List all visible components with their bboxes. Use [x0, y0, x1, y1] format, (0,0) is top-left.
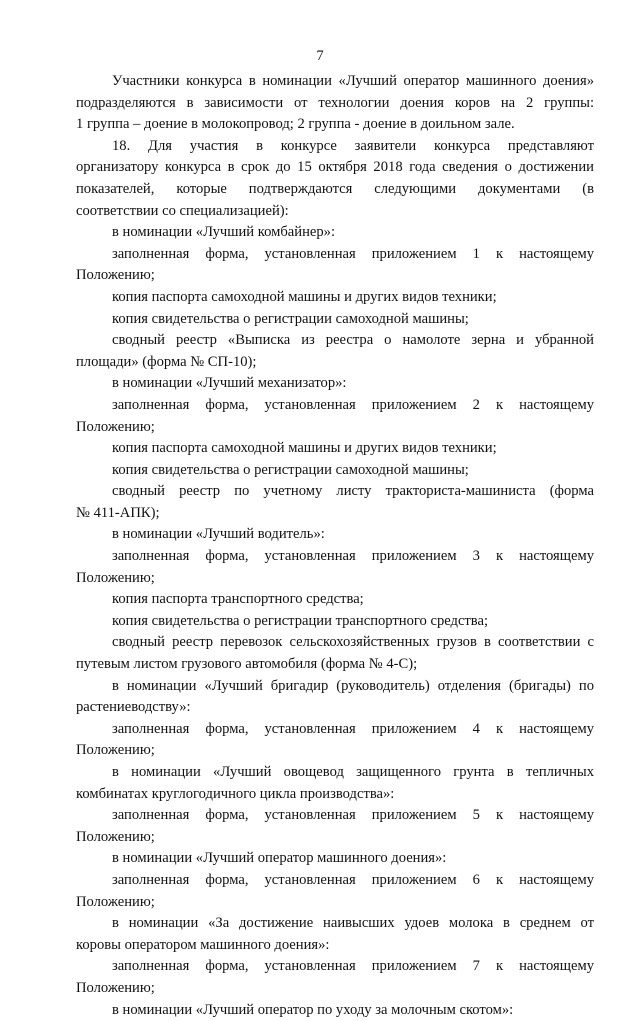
- text-line: коровы оператором машинного доения»:: [76, 936, 330, 953]
- text-line: копия паспорта самоходной машины и других видов техники;: [112, 288, 497, 305]
- text-line: растениеводству»:: [76, 699, 191, 716]
- text-line: показателей, которые подтверждаются следующими документами (в: [76, 180, 594, 197]
- text-line: в номинации «Лучший бригадир (руководитель) отделения (бригады) по: [112, 677, 594, 694]
- text-line: путевым листом грузового автомобиля (форма № 4-С);: [76, 656, 418, 673]
- text-line: в номинации «Лучший овощевод защищенного грунта в тепличных: [112, 764, 594, 780]
- text-line: комбинатах круглогодичного цикла производства»:: [76, 785, 395, 802]
- text-line: Положению;: [76, 267, 155, 284]
- text-line: 1 группа – доение в молокопровод; 2 группа - доение в доильном зале.: [76, 116, 515, 133]
- text-line: заполненная форма, установленная приложением 7 к настоящему: [112, 958, 594, 975]
- document-body: [76, 71, 594, 1021]
- text-line: в номинации «Лучший водитель»:: [112, 526, 325, 543]
- text-line: копия свидетельства о регистрации самоходной машины;: [112, 310, 469, 327]
- text-line: сводный реестр по учетному листу тракториста-машиниста (форма: [112, 483, 594, 500]
- text-line: 18. Для участия в конкурсе заявители конкурса представляют: [112, 137, 594, 154]
- text-line: заполненная форма, установленная приложением 6 к настоящему: [112, 871, 594, 888]
- text-line: Положению;: [76, 979, 155, 996]
- text-line: № 411-АПК);: [76, 504, 160, 521]
- text-line: копия паспорта самоходной машины и других видов техники;: [112, 440, 497, 457]
- text-line: копия свидетельства о регистрации транспортного средства;: [112, 612, 489, 629]
- text-line: в номинации «Лучший оператор по уходу за молочным скотом»:: [112, 1001, 514, 1018]
- text-line: площади» (форма № СП-10);: [76, 353, 257, 370]
- text-line: организатору конкурса в срок до 15 октября 2018 года сведения о достижении: [76, 159, 594, 176]
- text-line: подразделяются в зависимости от технологии доения коров на 2 группы:: [76, 94, 594, 111]
- text-line: копия свидетельства о регистрации самоходной машины;: [112, 461, 469, 478]
- text-line: в номинации «Лучший оператор машинного доения»:: [112, 850, 447, 867]
- page-number: 7: [316, 48, 324, 64]
- text-line: в номинации «За достижение наивысших удоев молока в среднем от: [112, 915, 594, 932]
- text-line: заполненная форма, установленная приложением 2 к настоящему: [112, 396, 594, 413]
- text-line: Положению;: [76, 569, 155, 586]
- text-line: заполненная форма, установленная приложением 1 к настоящему: [112, 245, 594, 262]
- text-line: Положению;: [76, 828, 155, 845]
- text-line: заполненная форма, установленная приложением 3 к настоящему: [112, 548, 594, 565]
- text-line: Участники конкурса в номинации «Лучший оператор машинного доения»: [112, 73, 594, 89]
- text-line: Положению;: [76, 418, 155, 435]
- text-line: соответствии со специализацией):: [76, 202, 289, 219]
- text-line: копия паспорта транспортного средства;: [112, 591, 364, 608]
- text-line: заполненная форма, установленная приложением 5 к настоящему: [112, 807, 594, 824]
- text-line: Положению;: [76, 742, 155, 759]
- text-line: заполненная форма, установленная приложением 4 к настоящему: [112, 720, 594, 737]
- text-line: Положению;: [76, 893, 155, 910]
- text-line: сводный реестр «Выписка из реестра о намолоте зерна и убранной: [112, 332, 594, 349]
- text-line: сводный реестр перевозок сельскохозяйственных грузов в соответствии с: [112, 634, 594, 651]
- text-line: в номинации «Лучший механизатор»:: [112, 375, 347, 392]
- text-line: в номинации «Лучший комбайнер»:: [112, 224, 336, 241]
